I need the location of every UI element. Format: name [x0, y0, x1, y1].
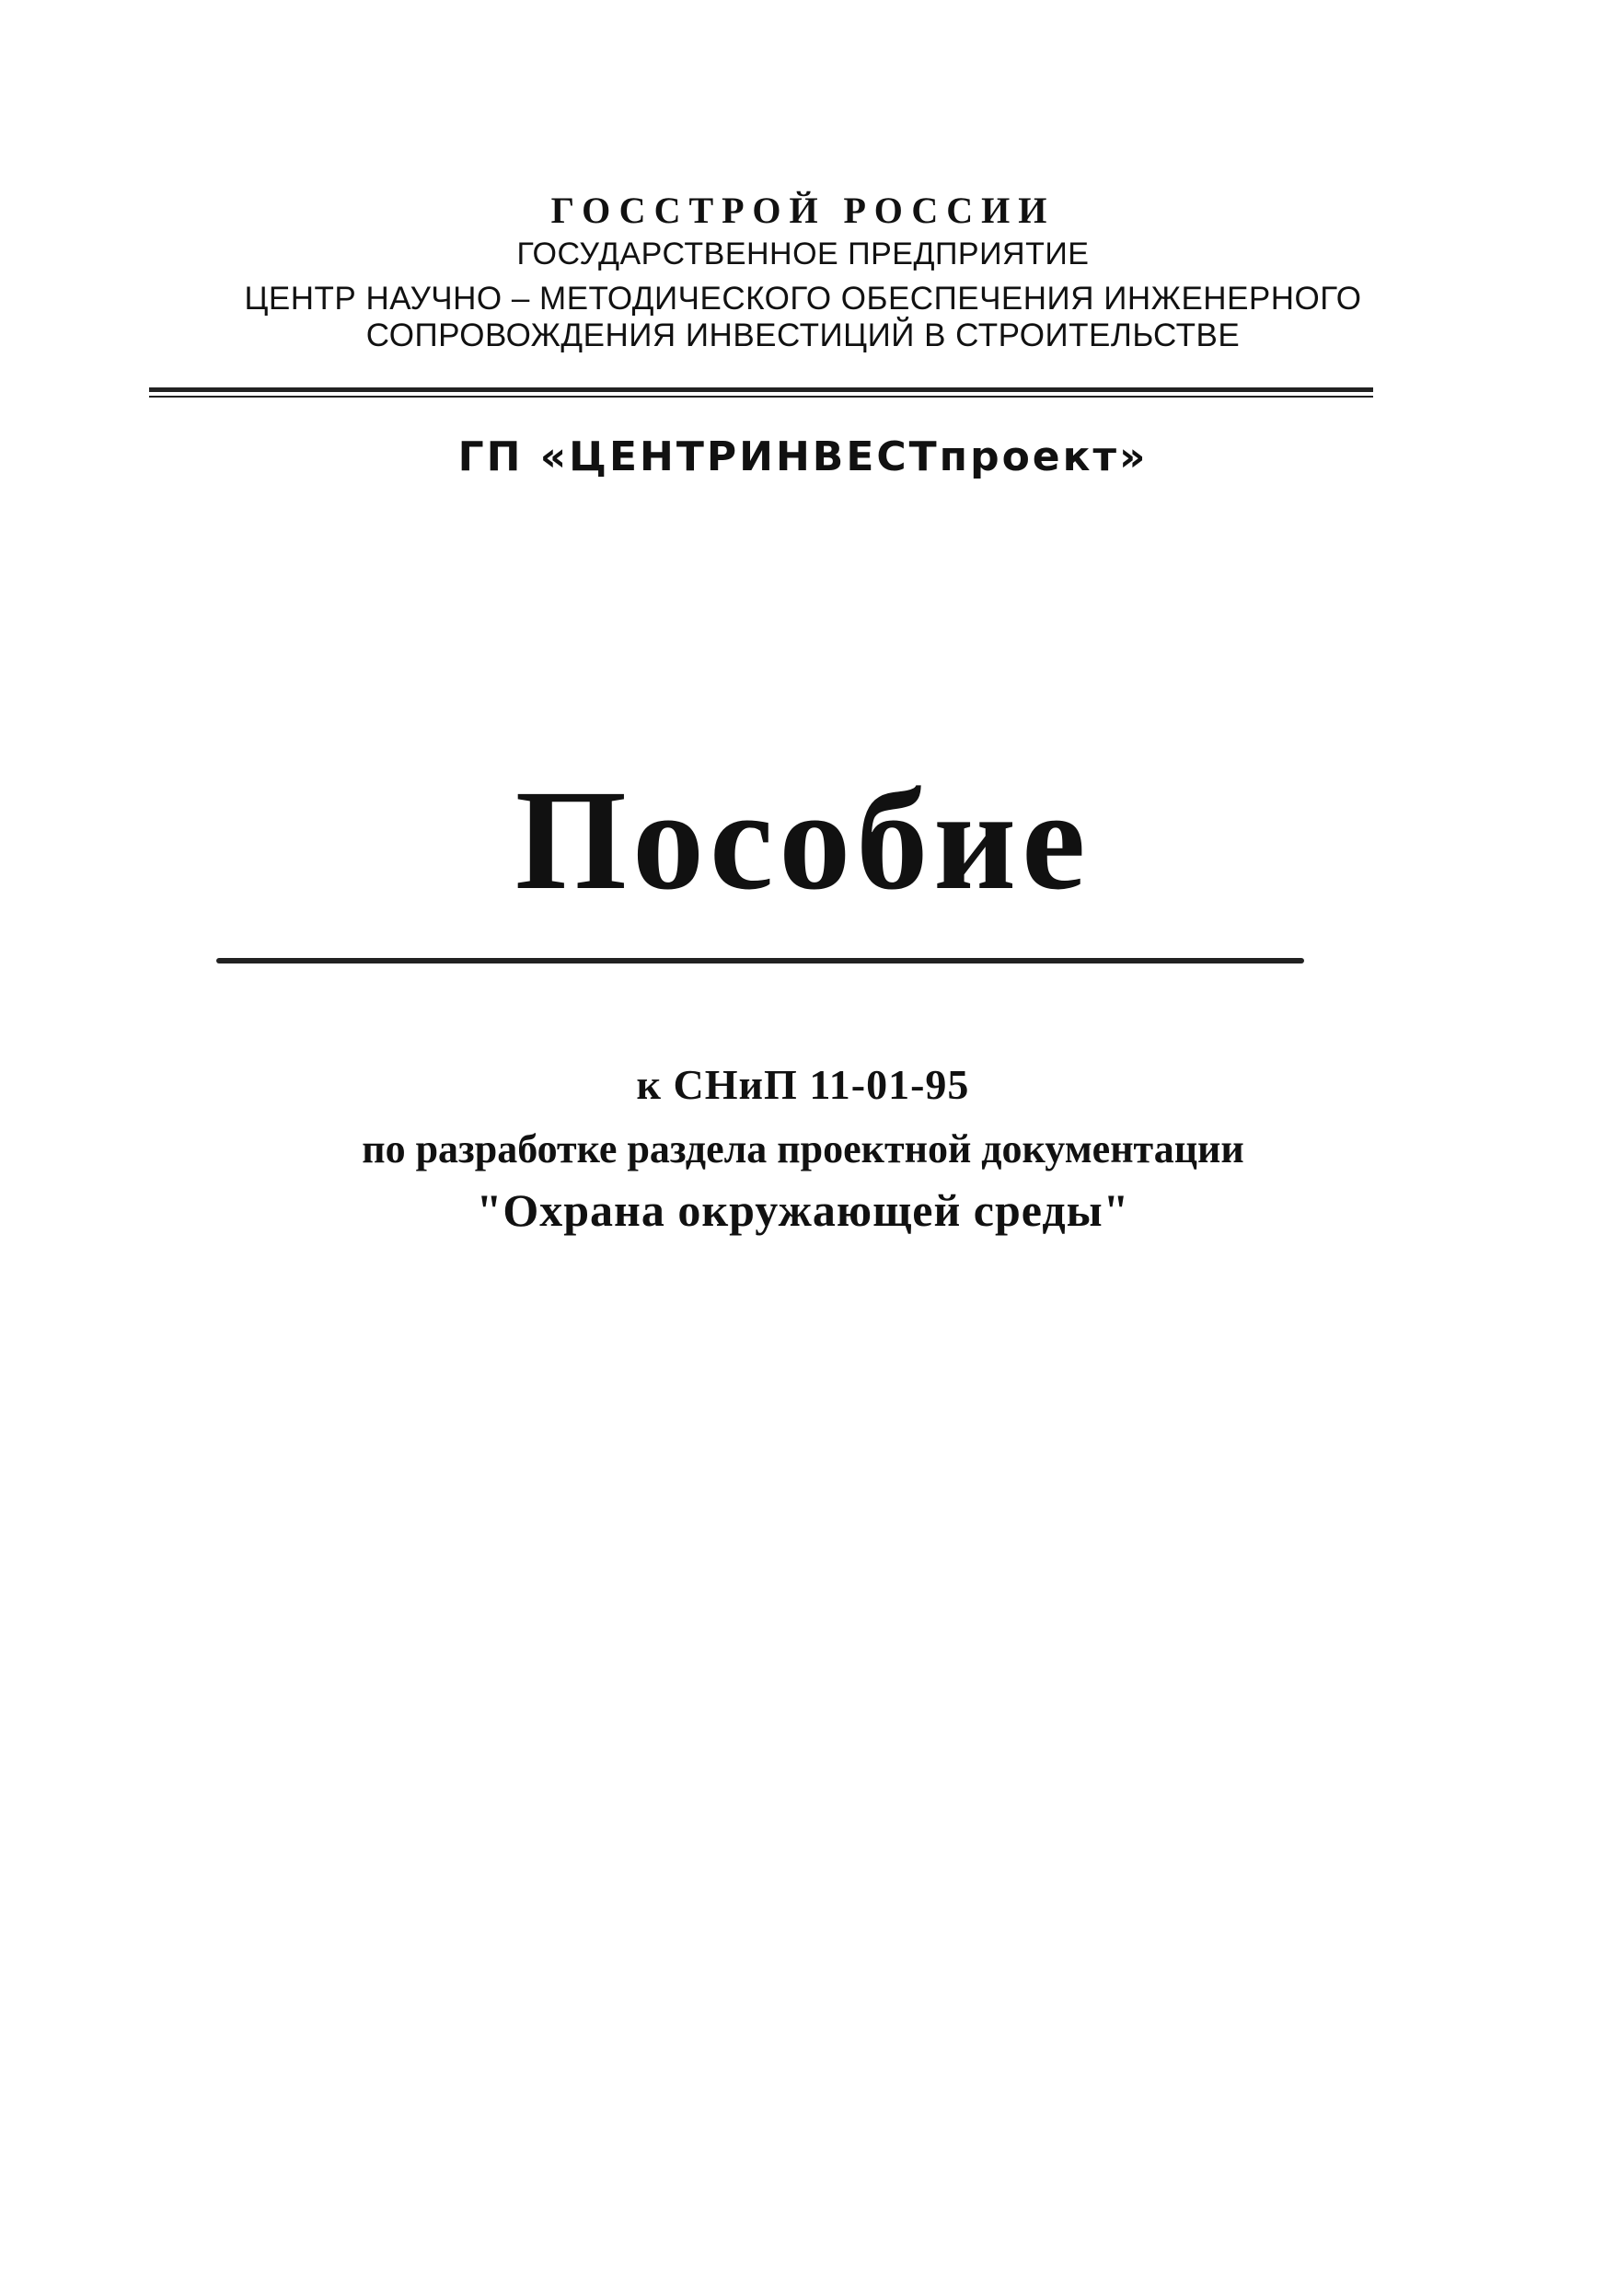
agency-name: ГОССТРОЙ РОССИИ: [550, 190, 1056, 231]
document-title: Пособие: [514, 760, 1092, 919]
center-name-line-1: ЦЕНТР НАУЧНО – МЕТОДИЧЕСКОГО ОБЕСПЕЧЕНИЯ ИНЖЕНЕРНОГО: [244, 281, 1362, 317]
subtitle-purpose: по разработке раздела проектной документации: [362, 1126, 1244, 1171]
organization-abbreviation: ГП «ЦЕНТРИНВЕСТпроект»: [457, 433, 1149, 480]
title-divider: [216, 958, 1304, 963]
header-divider-thin: [149, 396, 1373, 398]
enterprise-type: ГОСУДАРСТВЕННОЕ ПРЕДПРИЯТИЕ: [516, 237, 1090, 271]
section-name: "Охрана окружающей среды": [476, 1184, 1130, 1236]
center-name-line-2: СОПРОВОЖДЕНИЯ ИНВЕСТИЦИЙ В СТРОИТЕЛЬСТВЕ: [365, 317, 1241, 353]
snip-reference: к СНиП 11-01-95: [636, 1061, 970, 1108]
header-divider-thick: [149, 387, 1373, 392]
